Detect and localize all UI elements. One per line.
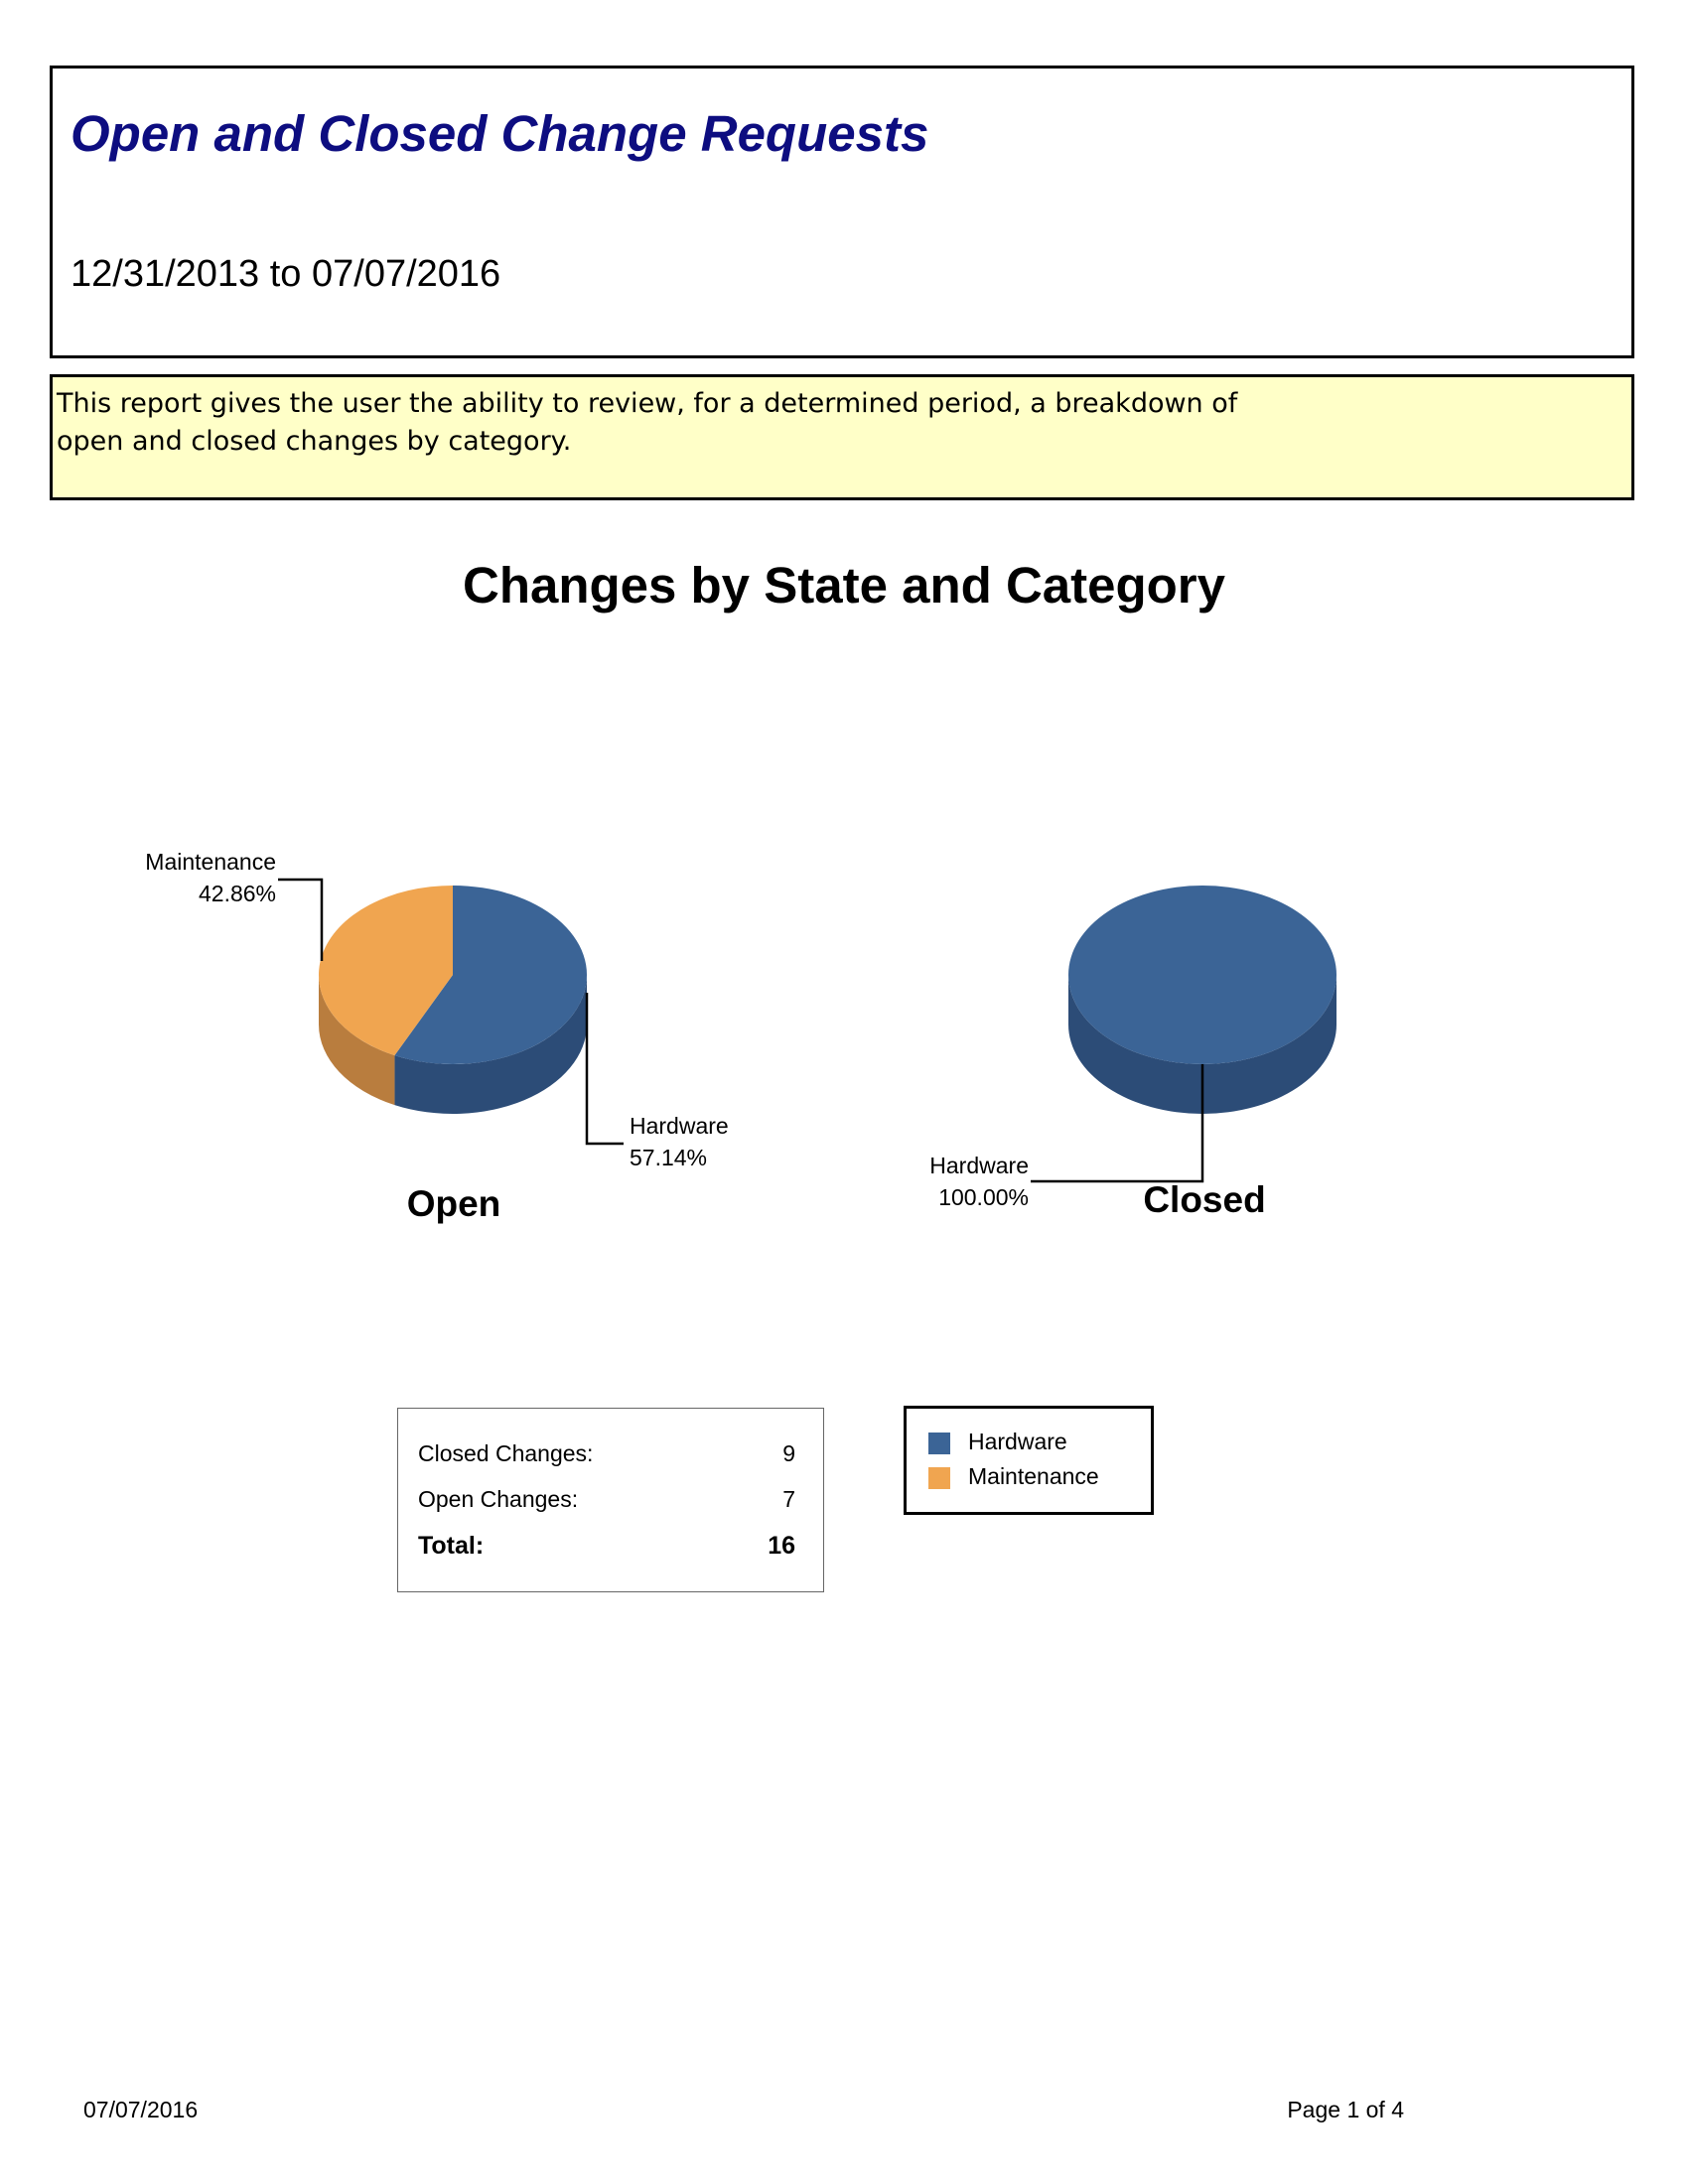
chart-title: Changes by State and Category xyxy=(462,557,1225,614)
pie-1-slice-hardware xyxy=(1068,886,1336,1064)
summary-value: 9 xyxy=(782,1440,795,1466)
chart-legend xyxy=(904,1406,1154,1515)
summary-row-closed xyxy=(418,1440,795,1470)
legend-swatch-hardware xyxy=(928,1433,950,1454)
summary-label: Closed Changes: xyxy=(418,1440,594,1466)
open-hardware-label xyxy=(630,1110,729,1173)
open-maintenance-name: Maintenance xyxy=(145,849,276,875)
open-hardware-percent: 57.14% xyxy=(630,1145,708,1170)
closed-hardware-label xyxy=(854,1150,1029,1213)
summary-row-open xyxy=(418,1486,795,1516)
open-maintenance-label xyxy=(99,846,276,909)
closed-pie-name: Closed xyxy=(1143,1179,1266,1220)
legend-label: Hardware xyxy=(968,1429,1067,1454)
open-pie-name: Open xyxy=(406,1183,501,1224)
footer-date: 07/07/2016 xyxy=(83,2097,199,2122)
legend-label: Maintenance xyxy=(968,1463,1099,1489)
open-maintenance-percent: 42.86% xyxy=(198,881,276,906)
report-description: This report gives the user the ability to review, for a determined period, a breakdown of open and closed changes by category. xyxy=(57,388,1238,457)
summary-total-value: 16 xyxy=(768,1532,795,1560)
summary-total-label: Total: xyxy=(418,1532,485,1560)
pie-0-leader-hardware xyxy=(587,993,624,1144)
footer-page-number: Page 1 of 4 xyxy=(1287,2097,1404,2122)
summary-box xyxy=(397,1408,824,1592)
summary-label: Open Changes: xyxy=(418,1486,579,1512)
legend-swatch-maintenance xyxy=(928,1467,950,1489)
summary-value: 7 xyxy=(782,1486,795,1512)
report-title: Open and Closed Change Requests xyxy=(70,105,929,162)
date-range: 12/31/2013 to 07/07/2016 xyxy=(70,253,501,295)
closed-hardware-name: Hardware xyxy=(929,1153,1029,1178)
pie-0-leader-maintenance xyxy=(278,880,322,961)
open-hardware-name: Hardware xyxy=(630,1113,729,1139)
summary-row-total xyxy=(418,1532,795,1562)
closed-hardware-percent: 100.00% xyxy=(938,1184,1029,1210)
